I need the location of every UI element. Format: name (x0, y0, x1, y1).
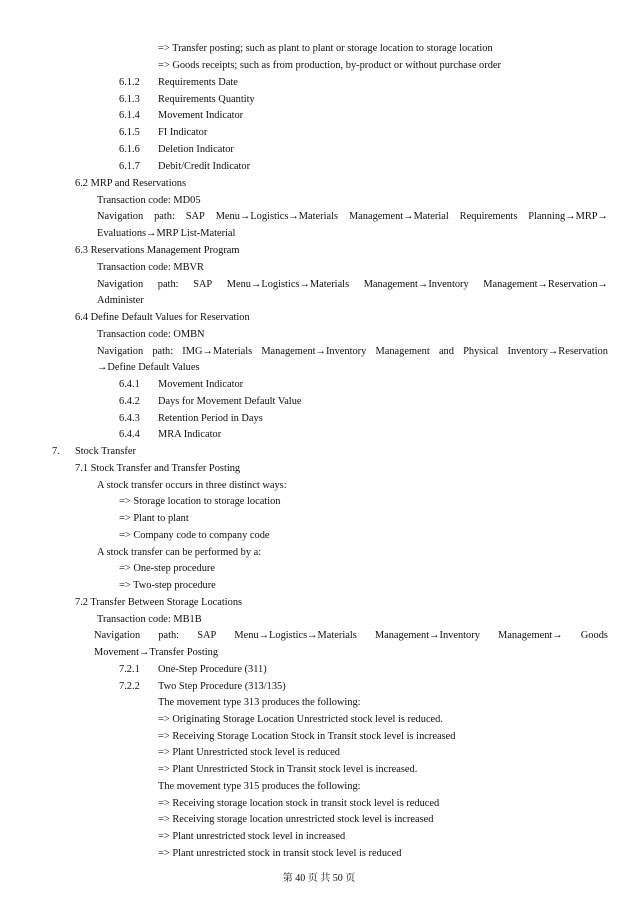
nav-word: SAP (197, 630, 217, 641)
nav-word: Planning→MRP→ (528, 211, 608, 222)
navigation-path-continued: Movement→Transfer Posting (94, 647, 219, 658)
section-title: Deletion Indicator (158, 144, 234, 155)
section-title: Days for Movement Default Value (158, 396, 302, 407)
navigation-path-continued: Evaluations→MRP List-Material (97, 228, 236, 239)
section-title: Two Step Procedure (313/135) (158, 681, 286, 692)
transaction-code: Transaction code: OMBN (97, 329, 205, 340)
nav-word: Navigation (97, 211, 144, 222)
bullet: => Originating Storage Location Unrestricted stock level is reduced. (158, 714, 443, 725)
bullet: => Plant to plant (119, 513, 189, 524)
section-number: 6.1.2 (119, 77, 140, 88)
nav-word: path: (158, 630, 180, 641)
bullet: => Receiving Storage Location Stock in Transit stock level is increased (158, 731, 456, 742)
section-title: Debit/Credit Indicator (158, 161, 251, 172)
section-title: One-Step Procedure (311) (158, 664, 267, 675)
section-number: 6.1.6 (119, 144, 140, 155)
section-title: Requirements Quantity (158, 94, 255, 105)
nav-word: Management→Reservation→ (483, 279, 608, 290)
paragraph: The movement type 315 produces the following: (158, 781, 361, 792)
transaction-code: Transaction code: MD05 (97, 195, 201, 206)
page-footer: 第 40 页 共 50 页 (282, 873, 356, 884)
bullet-transfer-posting: => Transfer posting; such as plant to plant or storage location to storage location (158, 43, 493, 54)
nav-word: Management (375, 346, 430, 357)
nav-word: path: (154, 211, 175, 222)
bullet: => Company code to company code (119, 530, 270, 541)
nav-word: and (438, 346, 454, 357)
section-6-4-heading: 6.4 Define Default Values for Reservation (75, 312, 250, 323)
nav-word: Management→Inventory (261, 346, 367, 357)
navigation-path (97, 210, 608, 224)
paragraph: A stock transfer occurs in three distinct ways: (97, 480, 287, 491)
nav-word: Navigation (94, 630, 141, 641)
paragraph: A stock transfer can be performed by a: (97, 547, 262, 558)
section-number: 7. (52, 446, 60, 457)
bullet: => Receiving storage location stock in transit stock level is reduced (158, 798, 440, 809)
section-number: 7.2.2 (119, 681, 140, 692)
section-number: 6.1.7 (119, 161, 140, 172)
section-7-2-heading: 7.2 Transfer Between Storage Locations (75, 597, 243, 608)
section-title: Movement Indicator (158, 110, 244, 121)
bullet: => Two-step procedure (119, 580, 216, 591)
nav-word: Inventory→Reservation (507, 346, 608, 357)
section-number: 6.1.5 (119, 127, 140, 138)
section-number: 6.1.3 (119, 94, 140, 105)
section-number: 6.4.1 (119, 379, 140, 390)
nav-word: SAP (185, 211, 205, 222)
section-title: MRA Indicator (158, 429, 222, 440)
nav-word: Goods (580, 630, 608, 641)
section-number: 7.2.1 (119, 664, 140, 675)
paragraph: The movement type 313 produces the following: (158, 697, 361, 708)
bullet: => Storage location to storage location (119, 496, 281, 507)
nav-word: Management→Inventory (363, 279, 469, 290)
bullet: => Plant unrestricted stock level in increased (158, 831, 346, 842)
bullet: => Plant Unrestricted Stock in Transit stock level is increased. (158, 764, 418, 775)
nav-word: Management→Material (348, 211, 449, 222)
bullet: => Receiving storage location unrestricted stock level is increased (158, 814, 434, 825)
navigation-path-continued: →Define Default Values (97, 362, 200, 373)
nav-word: Physical (463, 346, 499, 357)
bullet: => Plant unrestricted stock in transit stock level is reduced (158, 848, 402, 859)
nav-word: IMG→Materials (182, 346, 253, 357)
navigation-path (97, 345, 608, 359)
nav-word: path: (157, 279, 179, 290)
nav-word: path: (152, 346, 174, 357)
section-number: 6.1.4 (119, 110, 140, 121)
nav-word: Navigation (97, 346, 144, 357)
navigation-path-continued: Administer (97, 295, 144, 306)
section-7-1-heading: 7.1 Stock Transfer and Transfer Posting (75, 463, 241, 474)
section-title: FI Indicator (158, 127, 208, 138)
section-6-3-heading: 6.3 Reservations Management Program (75, 245, 240, 256)
section-title: Stock Transfer (75, 446, 136, 457)
bullet: => Plant Unrestricted stock level is reduced (158, 747, 340, 758)
section-title: Retention Period in Days (158, 413, 263, 424)
nav-word: Menu→Logistics→Materials (226, 279, 350, 290)
navigation-path (94, 629, 608, 643)
navigation-path (97, 278, 608, 292)
transaction-code: Transaction code: MB1B (97, 614, 202, 625)
nav-word: Menu→Logistics→Materials (234, 630, 357, 641)
nav-word: SAP (193, 279, 213, 290)
section-6-2-heading: 6.2 MRP and Reservations (75, 178, 187, 189)
nav-word: Menu→Logistics→Materials (215, 211, 339, 222)
section-number: 6.4.2 (119, 396, 140, 407)
nav-word: Requirements (459, 211, 518, 222)
nav-word: Management→Inventory (374, 630, 480, 641)
nav-word: Management→ (498, 630, 563, 641)
section-title: Movement Indicator (158, 379, 244, 390)
bullet: => One-step procedure (119, 563, 215, 574)
nav-word: Navigation (97, 279, 144, 290)
bullet-goods-receipts: => Goods receipts; such as from production, by-product or without purchase order (158, 60, 501, 71)
section-number: 6.4.3 (119, 413, 140, 424)
section-title: Requirements Date (158, 77, 238, 88)
section-number: 6.4.4 (119, 429, 140, 440)
transaction-code: Transaction code: MBVR (97, 262, 204, 273)
